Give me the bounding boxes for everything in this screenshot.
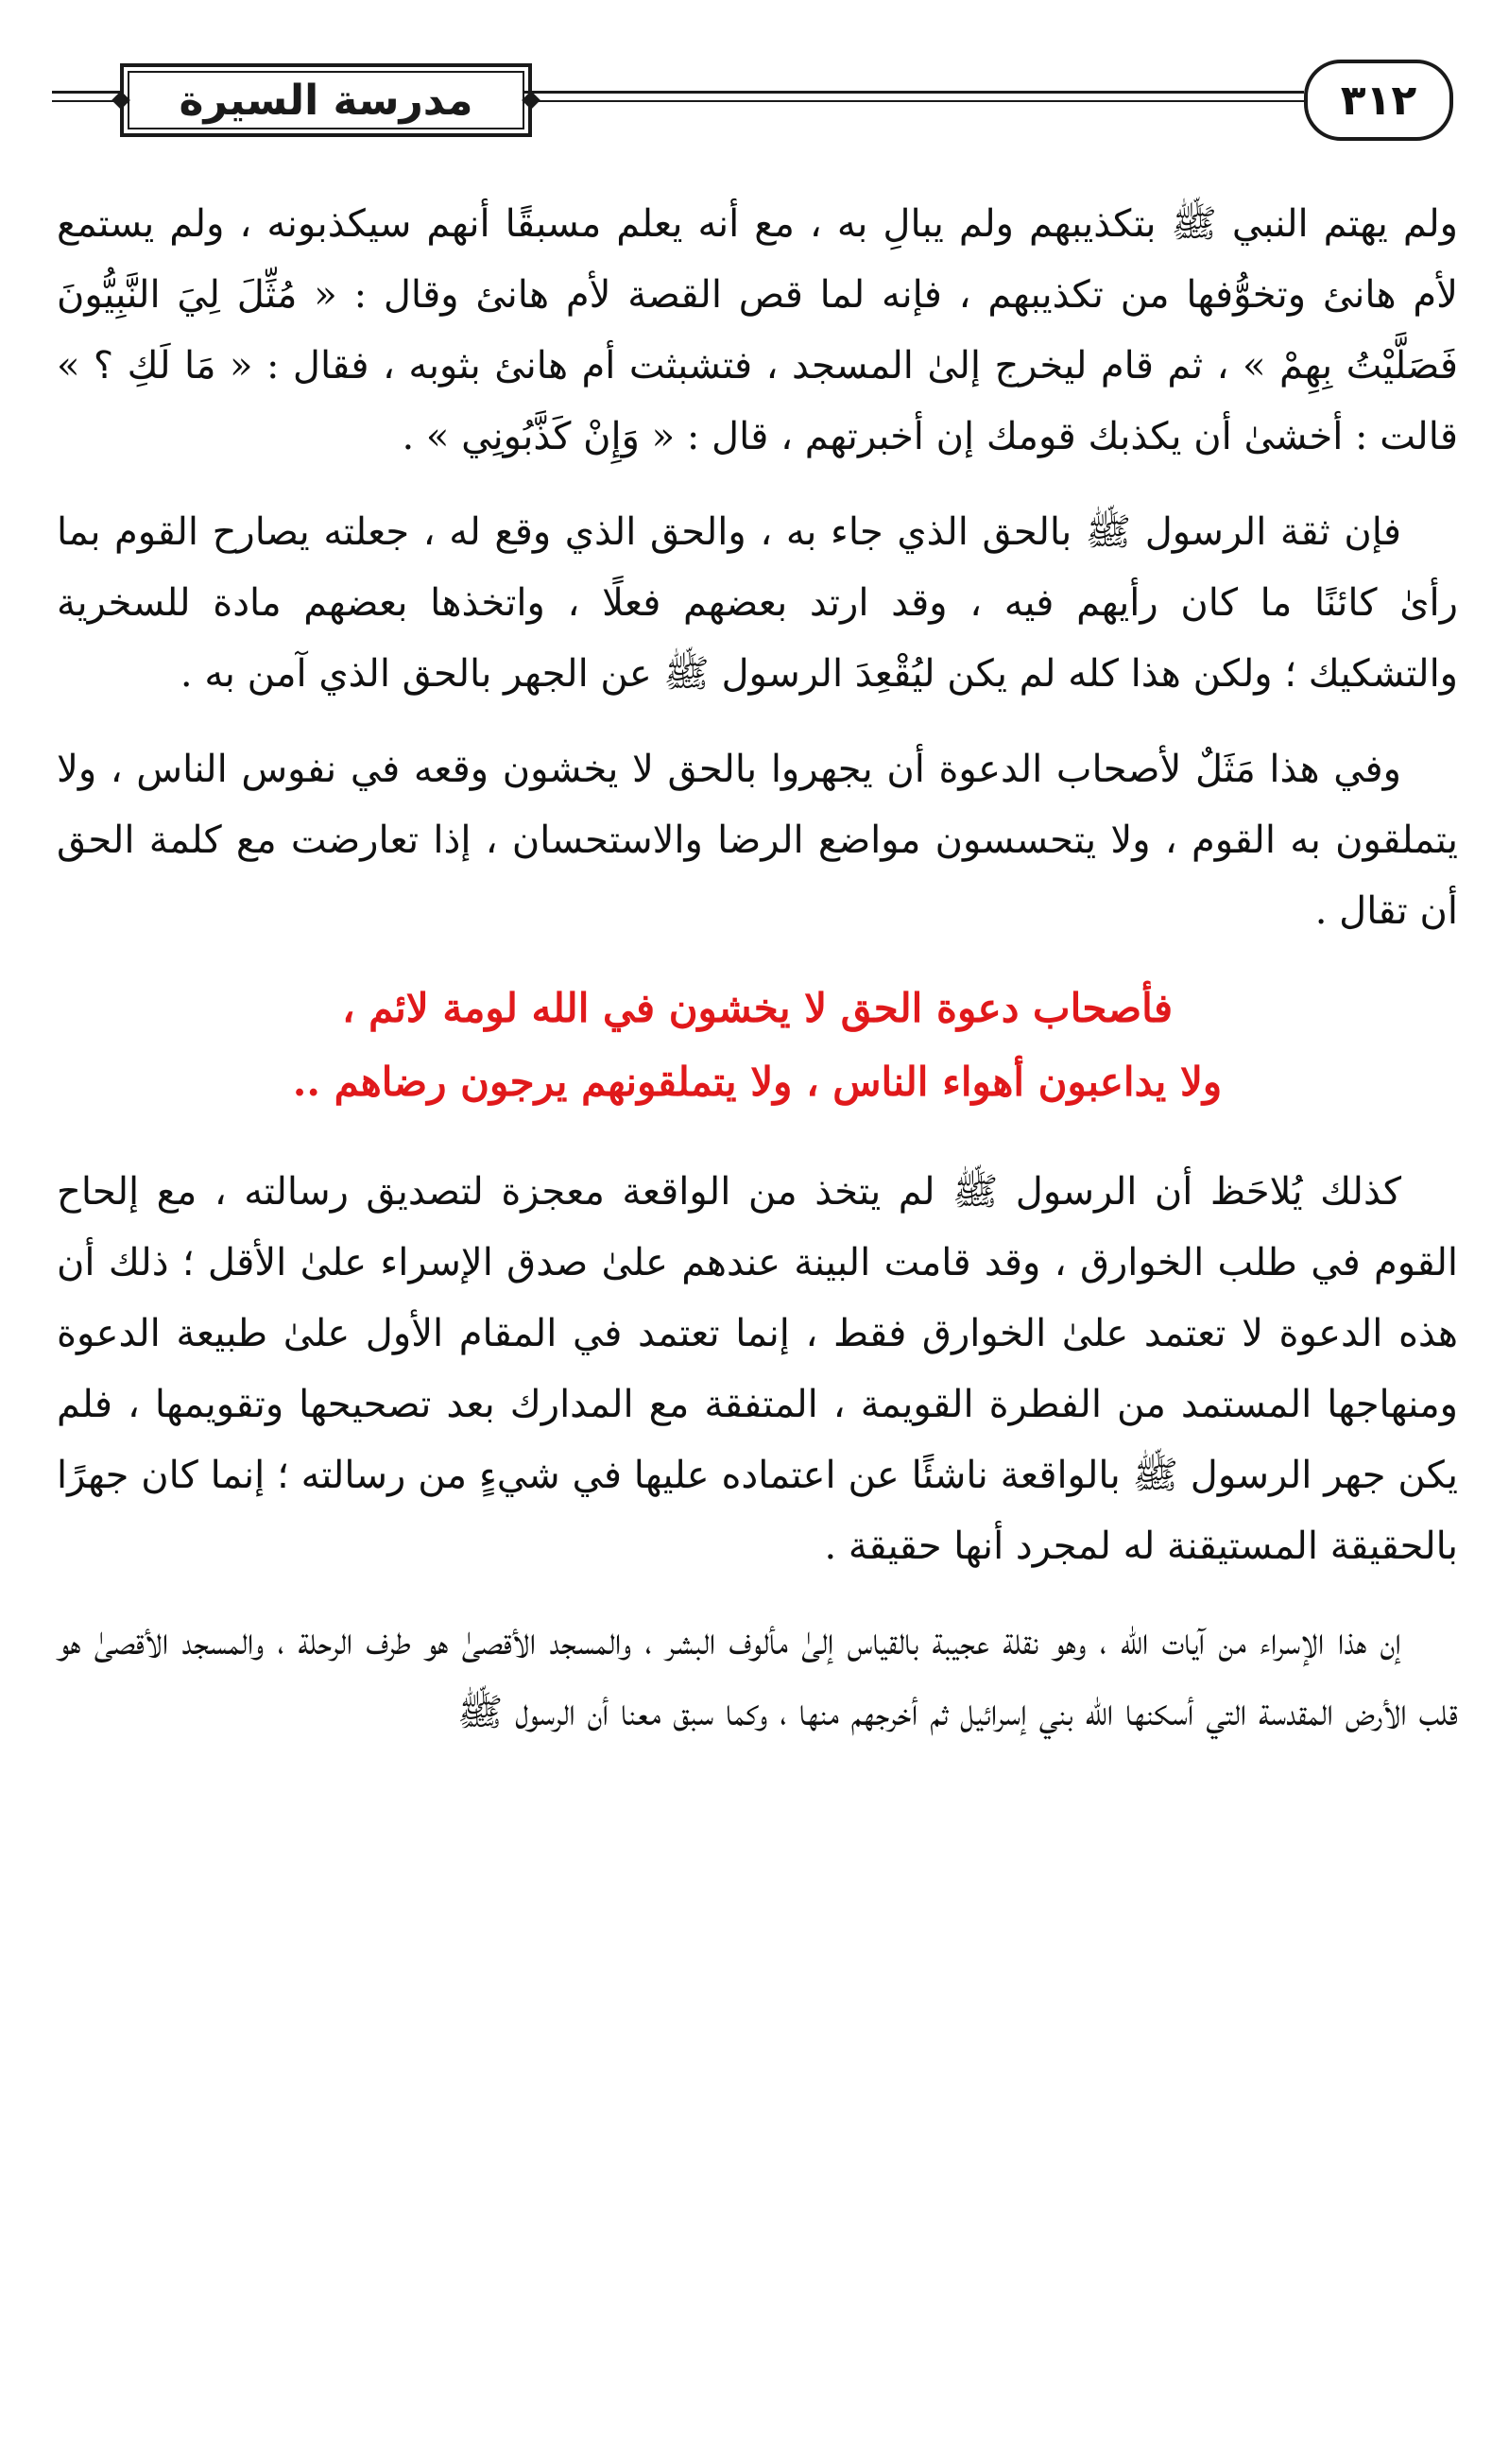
page-body	[57, 189, 1458, 1773]
paragraph: فإن ثقة الرسول ﷺ بالحق الذي جاء به ، والحق الذي وقع له ، جعلته يصارح القوم بما رأىٰ كائنًا ما كان رأيهم فيه ، وقد ارتد بعضهم فعلًا ، واتخذها بعضهم مادة للسخرية والتشكيك ؛ ولكن هذا كله لم يكن ليُقْعِدَ الرسول ﷺ عن الجهر بالحق الذي آمن به .	[57, 510, 1458, 696]
header-rule	[524, 100, 1304, 102]
paragraph: ولم يهتم النبي ﷺ بتكذيبهم ولم يبالِ به ، مع أنه يعلم مسبقًا أنهم سيكذبونه ، ولم يستمع لأم هانئ وتخوُّفها من تكذيبهم ، فإنه لما قص القصة لأم هانئ وقال : « مُثِّلَ لِيَ النَّبِيُّونَ فَصَلَّيْتُ بِهِمْ » ، ثم قام ليخرج إلىٰ المسجد ، فتشبثت أم هانئ بثوبه ، فقال : « مَا لَكِ ؟ » قالت : أخشىٰ أن يكذبك قومك إن أخبرتهم ، قال : « وَإِنْ كَذَّبُونِي » .	[57, 202, 1458, 458]
running-title-frame	[120, 63, 532, 137]
highlighted-quote-line: فأصحاب دعوة الحق لا يخشون في الله لومة لائم ،	[341, 985, 1174, 1031]
highlighted-quote	[57, 972, 1458, 1119]
header-rule	[524, 91, 1304, 94]
paragraph: إن هذا الإسراء من آيات الله ، وهو نقلة عجيبة بالقياس إلىٰ مألوف البشر ، والمسجد الأقصىٰ هو طرف الرحلة ، والمسجد الأقصىٰ هو قلب الأرض المقدسة التي أسكنها الله بني إسرائيل ثم أخرجهم منها ، وكما سبق معنا أن الرسول ﷺ	[57, 1620, 1458, 1734]
header-rule	[52, 91, 120, 94]
page-number: ٣١٢	[1340, 76, 1417, 125]
header-rule	[52, 100, 120, 102]
paragraph: وفي هذا مَثَلٌ لأصحاب الدعوة أن يجهروا بالحق لا يخشون وقعه في نفوس الناس ، ولا يتملقون به القوم ، ولا يتحسسون مواضع الرضا والاستحسان ، إذا تعارضت مع كلمة الحق أن تقال .	[57, 748, 1458, 933]
page-header	[52, 52, 1460, 146]
highlighted-quote-line: ولا يداعبون أهواء الناس ، ولا يتملقونهم يرجون رضاهم ..	[292, 1059, 1223, 1105]
page-number-frame	[1304, 60, 1453, 141]
running-title: مدرسة السيرة	[179, 76, 473, 125]
paragraph: كذلك يُلاحَظ أن الرسول ﷺ لم يتخذ من الواقعة معجزة لتصديق رسالته ، مع إلحاح القوم في طلب الخوارق ، وقد قامت البينة عندهم علىٰ صدق الإسراء علىٰ الأقل ؛ ذلك أن هذه الدعوة لا تعتمد علىٰ الخوارق فقط ، إنما تعتمد في المقام الأول علىٰ طبيعة الدعوة ومنهاجها المستمد من الفطرة القويمة ، المتفقة مع المدارك بعد تصحيحها وتقويمها ، فلم يكن جهر الرسول ﷺ بالواقعة ناشئًا عن اعتماده عليها في شيءٍ من رسالته ؛ إنما كان جهرًا بالحقيقة المستيقنة له لمجرد أنها حقيقة .	[57, 1170, 1458, 1568]
